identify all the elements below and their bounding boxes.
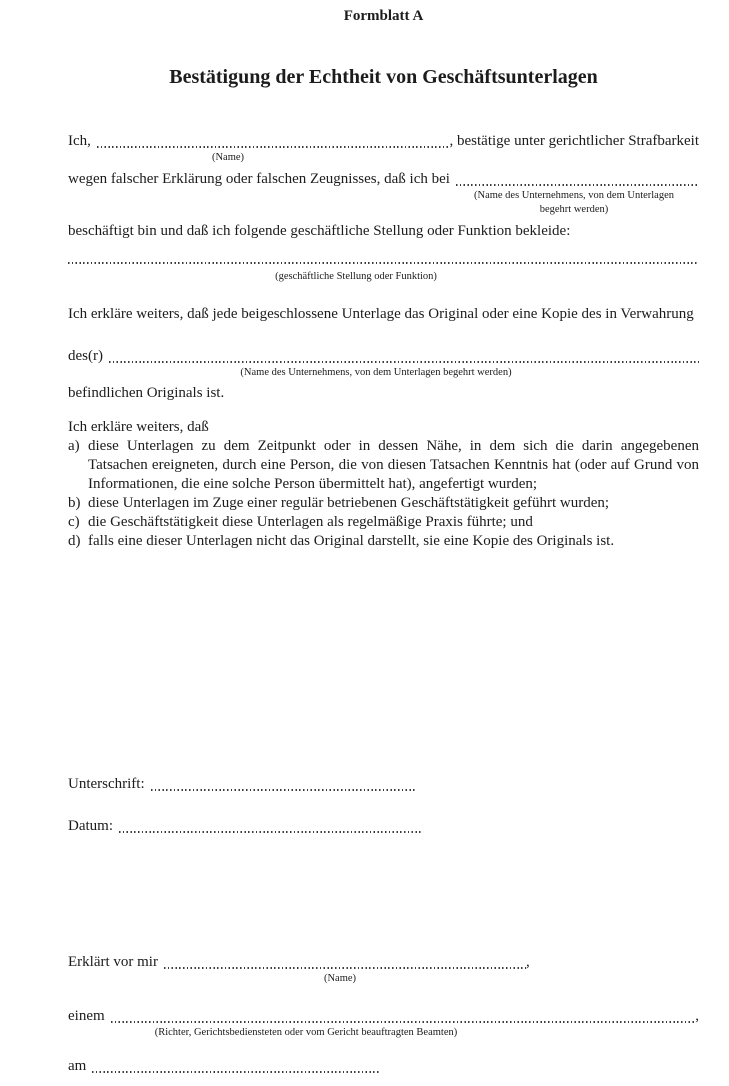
declarant-name-suffix: , bestätige unter gerichtlicher Strafbarkeit bbox=[449, 133, 699, 149]
list-item-d-text: falls eine dieser Unterlagen nicht das Original darstellt, sie eine Kopie des Originals ist. bbox=[88, 533, 615, 549]
list-item-b-text: diese Unterlagen im Zuge einer regulär betriebenen Geschäftstätigkeit geführt wurden; bbox=[88, 495, 610, 511]
date-line bbox=[68, 817, 699, 836]
list-item-d-marker: d) bbox=[68, 533, 81, 549]
signature-label: Unterschrift: bbox=[68, 776, 145, 792]
list-item-d bbox=[68, 532, 699, 551]
declarant-name-fill-line bbox=[97, 146, 450, 148]
list-item-a-marker: a) bbox=[68, 438, 80, 454]
declared-before-label: Erklärt vor mir bbox=[68, 954, 158, 970]
original-declaration-end-text: befindlichen Originals ist. bbox=[68, 385, 225, 401]
officer-fill-line bbox=[111, 1021, 696, 1023]
list-item-a bbox=[68, 437, 699, 494]
position-fill-line bbox=[68, 262, 699, 264]
officer-caption: (Richter, Gerichtsbediensteten oder vom Gericht beauftragten Beamten) bbox=[154, 1027, 458, 1038]
signature-fill-line bbox=[151, 789, 416, 791]
position-intro-text: beschäftigt bin und daß ich folgende geschäftliche Stellung oder Funktion bekleide: bbox=[68, 223, 571, 239]
declared-before-caption: (Name) bbox=[323, 973, 357, 984]
employer-line bbox=[68, 170, 699, 189]
form-number: Formblatt A bbox=[343, 8, 424, 24]
employer-fill-line bbox=[456, 184, 699, 186]
employer-caption-line2: begehrt werden) bbox=[539, 204, 609, 215]
officer-line bbox=[68, 1007, 699, 1026]
list-intro-text: Ich erkläre weiters, daß bbox=[68, 419, 209, 435]
custodian-company-caption: (Name des Unternehmens, von dem Unterlagen begehrt werden) bbox=[240, 367, 512, 378]
declared-before-line bbox=[68, 953, 699, 972]
custodian-company-fill-line bbox=[109, 361, 699, 363]
attestation-date-fill-line bbox=[92, 1071, 380, 1073]
employer-line-text: wegen falscher Erklärung oder falschen Zeugnisses, daß ich bei bbox=[68, 171, 450, 187]
employer-caption-line1: (Name des Unternehmens, von dem Unterlagen bbox=[473, 190, 675, 201]
signature-line bbox=[68, 775, 699, 794]
position-caption: (geschäftliche Stellung oder Funktion) bbox=[275, 271, 437, 282]
date-label: Datum: bbox=[68, 818, 113, 834]
officer-label: einem bbox=[68, 1008, 105, 1024]
list-item-b-marker: b) bbox=[68, 495, 81, 511]
list-item-c bbox=[68, 513, 699, 532]
declared-before-comma: , bbox=[525, 954, 530, 970]
list-item-c-marker: c) bbox=[68, 514, 80, 530]
custodian-company-prefix: des(r) bbox=[68, 348, 103, 364]
declared-before-fill-line bbox=[164, 967, 526, 969]
list-item-c-text: die Geschäftstätigkeit diese Unterlagen als regelmäßige Praxis führte; und bbox=[88, 514, 533, 530]
page-title: Bestätigung der Echtheit von Geschäftsunterlagen bbox=[169, 66, 598, 88]
list-item-b bbox=[68, 494, 699, 513]
date-fill-line bbox=[119, 831, 422, 833]
officer-comma: , bbox=[695, 1008, 699, 1024]
custodian-company-line bbox=[68, 347, 699, 366]
declarant-name-prefix: Ich, bbox=[68, 133, 91, 149]
declaration-list bbox=[68, 437, 699, 551]
list-item-a-text: diese Unterlagen zu dem Zeitpunkt oder in dessen Nähe, in dem sich die darin angegebenen Tatsachen ereigneten, durch eine Person, die von diesen Tatsachen Kenntnis hat (oder auf Grund von Informationen, die eine solche Person übermittelt hat), angefertigt wurden; bbox=[88, 438, 699, 492]
employer-caption bbox=[448, 189, 700, 217]
declarant-name-caption: (Name) bbox=[211, 152, 245, 163]
declarant-name-line bbox=[68, 132, 699, 151]
attestation-date-label: am bbox=[68, 1058, 87, 1074]
attestation-date-line bbox=[68, 1057, 699, 1076]
original-declaration-text: Ich erkläre weiters, daß jede beigeschlossene Unterlage das Original oder eine Kopie des in Verwahrung bbox=[68, 306, 694, 322]
